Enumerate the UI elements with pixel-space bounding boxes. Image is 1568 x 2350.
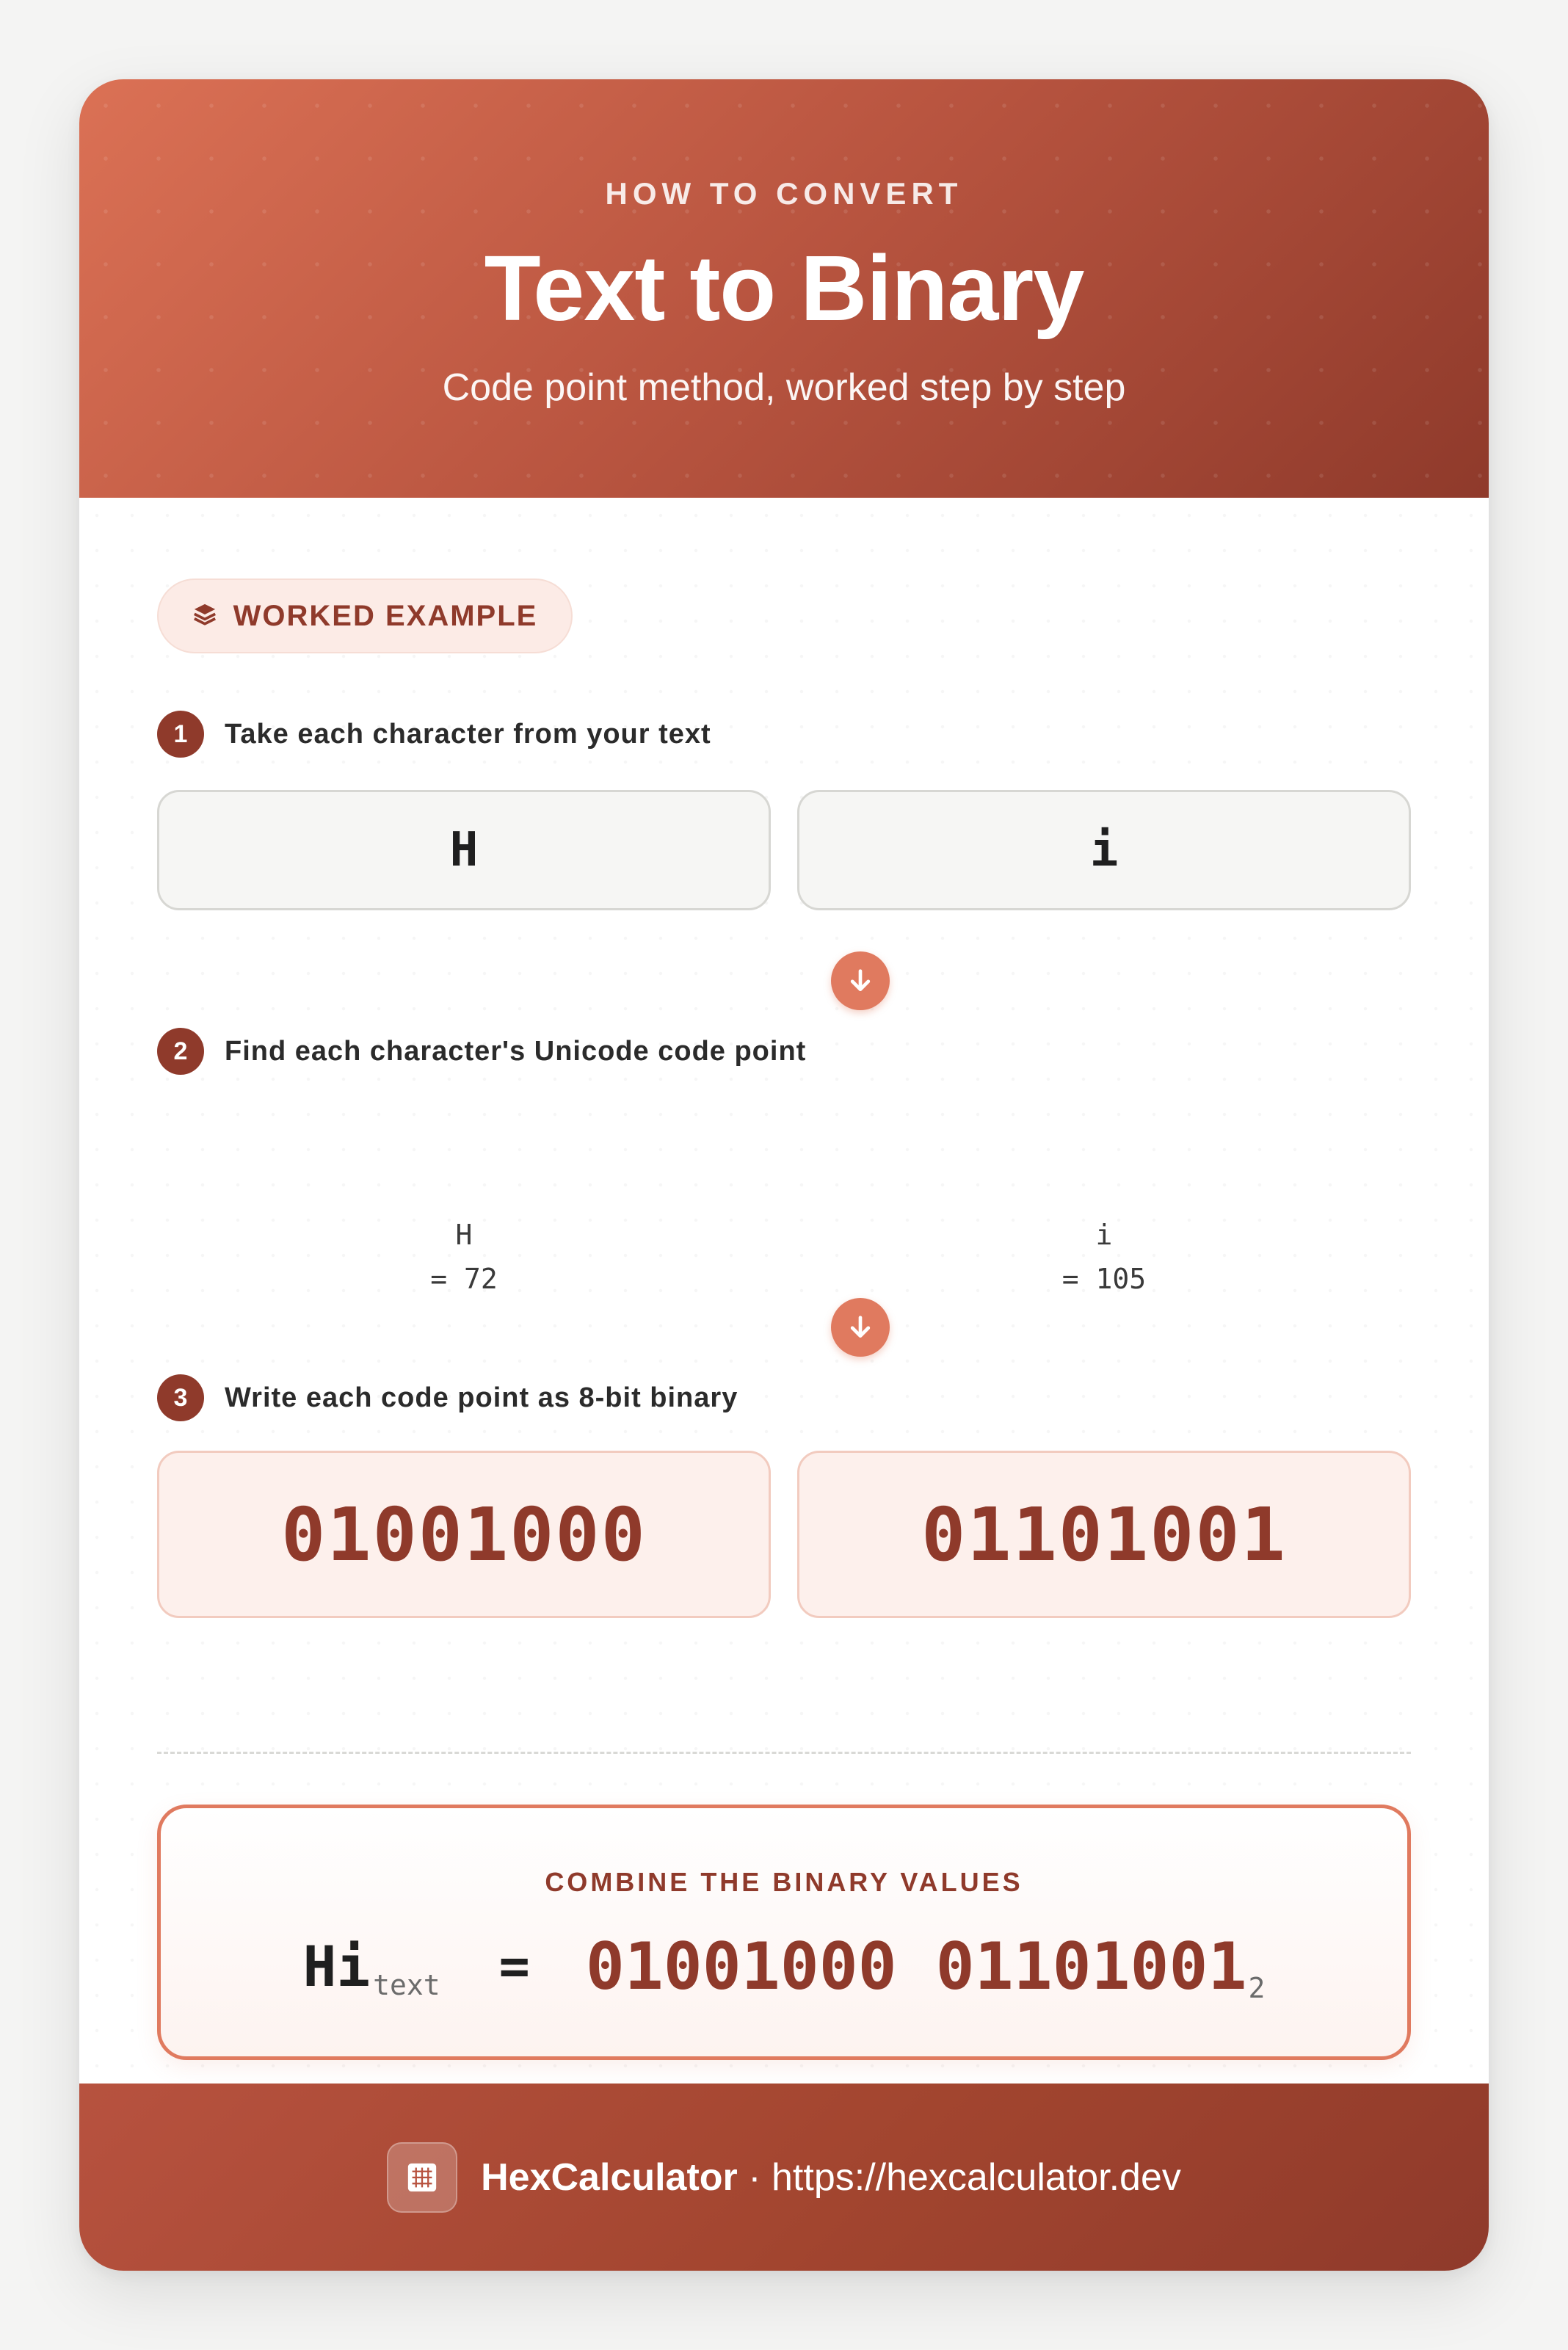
result-input-subscript: text xyxy=(373,1969,440,2001)
binary-box: 01001000 xyxy=(157,1451,771,1618)
page-subtitle: Code point method, worked step by step xyxy=(442,366,1126,409)
divider xyxy=(157,1752,1411,1754)
code-point-value: = 72 xyxy=(430,1263,498,1295)
worked-example-badge xyxy=(157,579,573,653)
result-box xyxy=(157,1805,1411,2060)
footer-brand: HexCalculator xyxy=(481,2155,738,2199)
footer-text xyxy=(481,2155,1181,2200)
calculator-grid-icon xyxy=(387,2142,457,2213)
code-point-char: H xyxy=(455,1219,473,1251)
equals-sign: = xyxy=(498,1936,530,1996)
binary-box: 01101001 xyxy=(797,1451,1411,1618)
step-number: 2 xyxy=(157,1028,204,1075)
layers-icon xyxy=(192,602,217,631)
step-1 xyxy=(157,711,711,758)
step-number: 3 xyxy=(157,1374,204,1421)
result-equation xyxy=(161,1918,1407,2014)
character-box: H xyxy=(157,790,771,910)
result-output: 01001000 01101001 xyxy=(585,1928,1247,2004)
badge-label: WORKED EXAMPLE xyxy=(233,599,538,632)
arrow-down-icon xyxy=(831,951,890,1010)
header-banner xyxy=(79,79,1489,498)
step-label: Write each code point as 8-bit binary xyxy=(225,1382,738,1413)
footer xyxy=(79,2084,1489,2271)
step-label: Take each character from your text xyxy=(225,718,711,750)
step-3 xyxy=(157,1374,738,1421)
result-title: COMBINE THE BINARY VALUES xyxy=(545,1867,1023,1897)
character-box: i xyxy=(797,790,1411,910)
arrow-down-icon xyxy=(831,1298,890,1357)
step-2 xyxy=(157,1028,806,1075)
result-input: Hi xyxy=(302,1933,371,1999)
page-title: Text to Binary xyxy=(484,236,1084,340)
step-label: Find each character's Unicode code point xyxy=(225,1035,807,1067)
code-point-char: i xyxy=(1095,1219,1113,1251)
infographic-card xyxy=(79,79,1489,2271)
step-number: 1 xyxy=(157,711,204,758)
footer-separator: · xyxy=(748,2155,761,2199)
code-point-value: = 105 xyxy=(1061,1263,1147,1295)
result-output-subscript: 2 xyxy=(1248,1972,1266,2004)
header-eyebrow: HOW TO CONVERT xyxy=(605,176,963,211)
footer-url[interactable]: https://hexcalculator.dev xyxy=(772,2155,1181,2199)
